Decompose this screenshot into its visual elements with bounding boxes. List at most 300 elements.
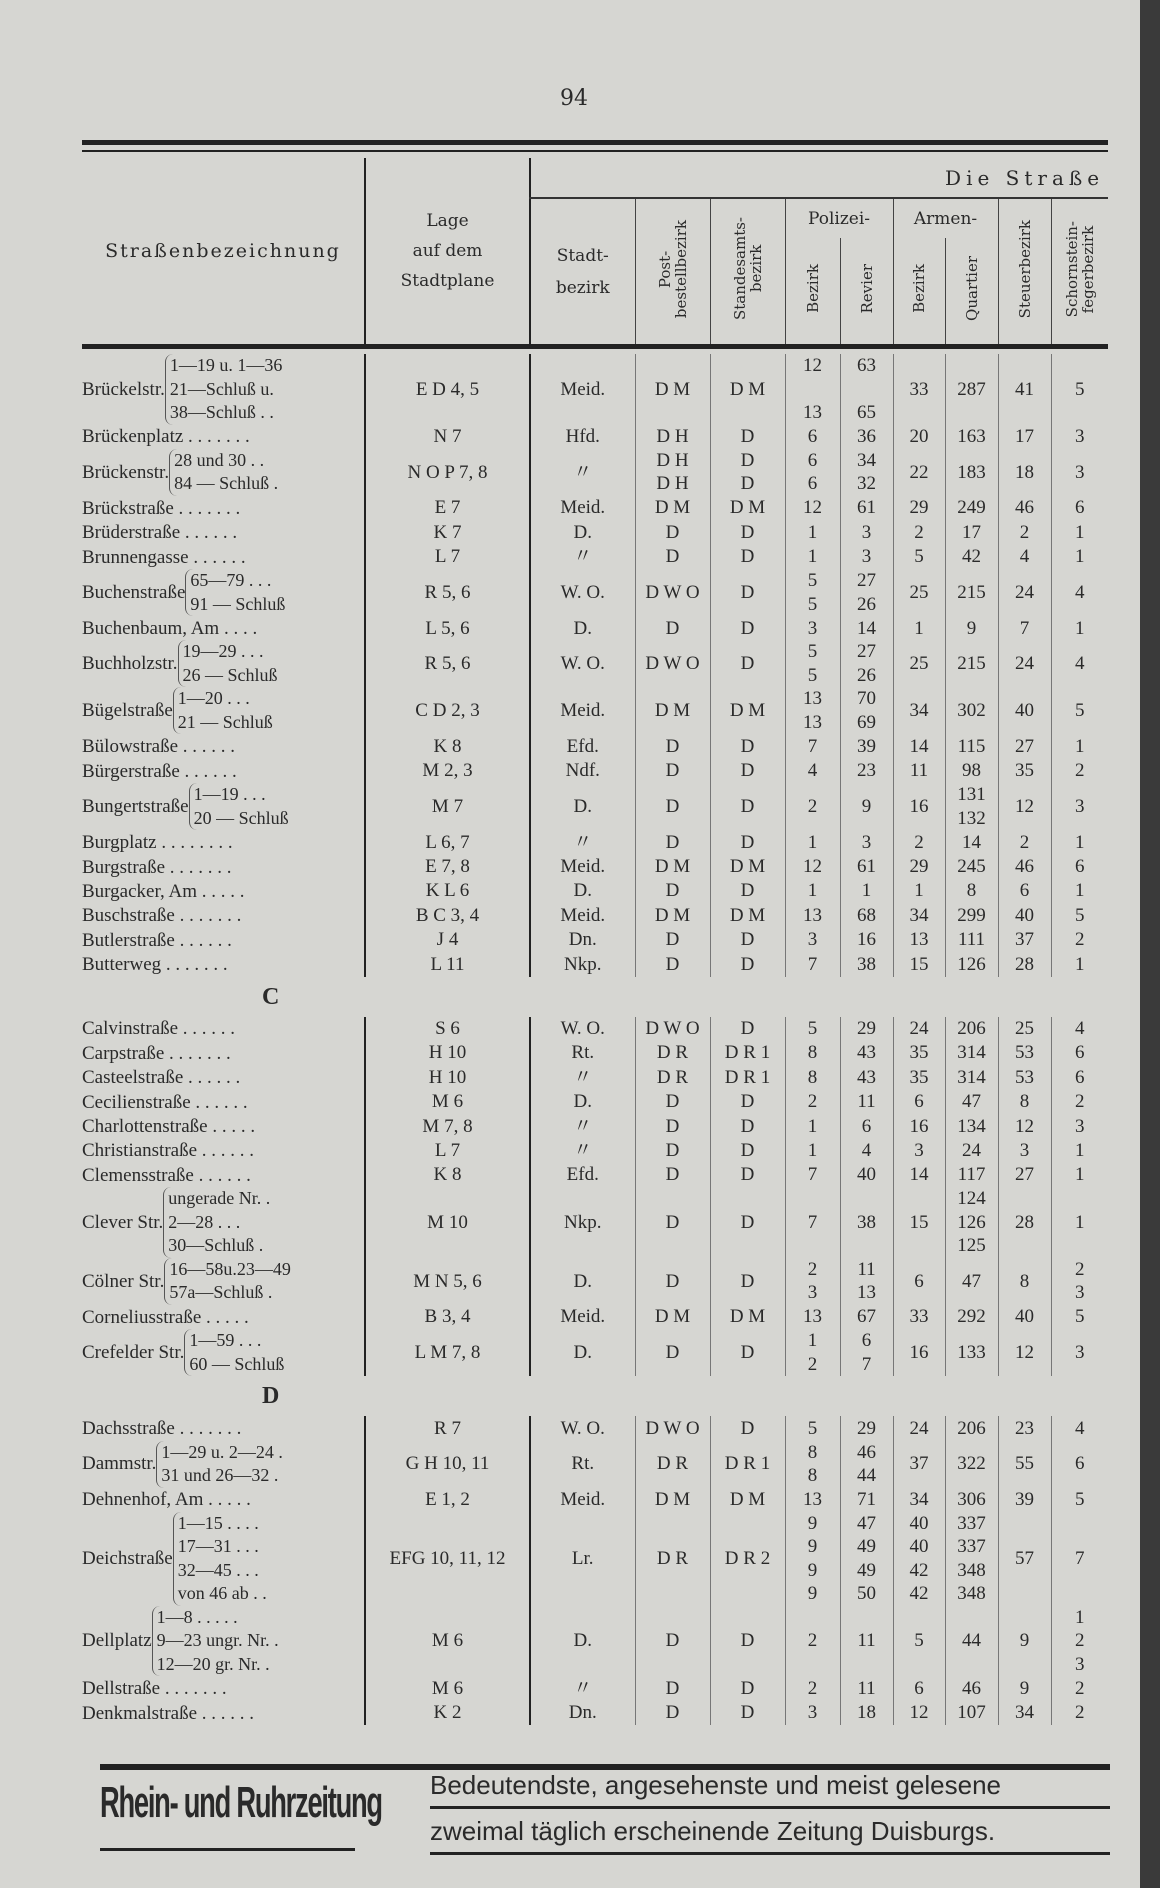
steuerbezirk-cell: 23 [998,1416,1051,1440]
standesamt-cell: D [710,425,785,449]
steuerbezirk-cell: 2 [998,520,1051,544]
section-header [82,977,1108,1017]
polizei-revier-cell: 29 [840,1416,893,1440]
stadtbezirk-cell: D. [530,879,635,903]
polizei-bezirk-cell: 6 [785,425,840,449]
postbezirk-cell: D [635,1163,710,1187]
table-row [82,449,1108,496]
street-name: Crefelder Str. [82,1341,185,1363]
armen-quartier-cell: 9 [945,616,998,640]
steuerbezirk-cell: 4 [998,545,1051,569]
stadtbezirk-cell: D. [530,1606,635,1677]
armen-quartier-cell: 124 126 125 [945,1187,998,1258]
polizei-bezirk-cell: 4 [785,759,840,783]
polizei-bezirk-cell: 3 [785,1701,840,1725]
col-steuerbezirk: Steuerbezirk [998,198,1051,344]
postbezirk-cell: D R [635,1441,710,1488]
steuerbezirk-cell: 12 [998,1329,1051,1376]
street-name-cell [82,830,365,854]
lage-cell: K 8 [365,734,530,758]
table-row [82,1090,1108,1114]
polizei-revier-cell: 38 [840,952,893,976]
armen-bezirk-cell: 34 [893,687,945,734]
armen-quartier-cell: 292 [945,1305,998,1329]
stadtbezirk-cell: D. [530,1090,635,1114]
table-row [82,1139,1108,1163]
street-name-cell [82,1163,365,1187]
polizei-bezirk-cell: 7 [785,1187,840,1258]
street-name-cell [82,569,365,616]
stadtbezirk-cell: W. O. [530,1416,635,1440]
steuerbezirk-cell: 6 [998,879,1051,903]
polizei-bezirk-cell: 2 [785,1090,840,1114]
schornsteinfeger-cell: 3 [1051,1114,1108,1138]
steuerbezirk-cell: 53 [998,1065,1051,1089]
steuerbezirk-cell: 40 [998,903,1051,927]
street-name-cell [82,640,365,687]
schornsteinfeger-cell: 5 [1051,1488,1108,1512]
house-number-range: 31 und 26—32 . [161,1465,279,1486]
armen-bezirk-cell: 14 [893,734,945,758]
polizei-revier-cell: 6 7 [840,1329,893,1376]
steuerbezirk-cell: 12 [998,1114,1051,1138]
house-number-range: 57a—Schluß . [169,1282,273,1303]
house-number-ranges [165,354,283,425]
standesamt-cell: D [710,928,785,952]
polizei-bezirk-cell: 6 6 [785,449,840,496]
lage-cell: H 10 [365,1041,530,1065]
standesamt-cell: D [710,1258,785,1305]
polizei-bezirk-cell: 2 [785,1676,840,1700]
street-name: Brückelstr. [82,378,165,400]
stadtbezirk-cell: Efd. [530,1163,635,1187]
lage-cell: L 7 [365,1139,530,1163]
house-number-range: 26 — Schluß [182,664,278,685]
postbezirk-cell: D [635,616,710,640]
house-number-range: 12—20 gr. Nr. . [156,1653,270,1674]
street-directory-table [82,158,1108,1725]
stadtbezirk-cell: 〃 [530,1114,635,1138]
page-number: 94 [560,86,588,111]
table-row [82,569,1108,616]
schornsteinfeger-cell: 1 [1051,734,1108,758]
col-polizei: Polizei- [785,198,893,238]
stadtbezirk-cell: Meid. [530,354,635,425]
schornsteinfeger-cell: 6 [1051,496,1108,520]
lage-cell: M 10 [365,1187,530,1258]
col-street-name: Straßenbezeichnung [105,240,341,262]
standesamt-cell: D [710,1416,785,1440]
armen-bezirk-cell: 40 40 42 42 [893,1512,945,1606]
street-name-cell [82,879,365,903]
armen-quartier-cell: 314 [945,1065,998,1089]
armen-quartier-cell: 126 [945,952,998,976]
armen-quartier-cell: 206 [945,1416,998,1440]
street-name-cell [82,903,365,927]
street-name: Clever Str. [82,1211,164,1233]
polizei-revier-cell: 11 [840,1090,893,1114]
postbezirk-cell: D [635,1606,710,1677]
house-number-range: 1—20 . . . [177,688,250,709]
postbezirk-cell: D R [635,1041,710,1065]
street-name: Charlottenstraße . . . . . [82,1116,256,1138]
house-number-range: von 46 ab . . [177,1583,267,1604]
schornsteinfeger-cell: 1 [1051,616,1108,640]
standesamt-cell: D [710,1114,785,1138]
lage-cell: N O P 7, 8 [365,449,530,496]
schornsteinfeger-cell: 2 [1051,1676,1108,1700]
stadtbezirk-cell: W. O. [530,640,635,687]
house-number-range: 1—19 u. 1—36 [169,355,283,375]
street-name: Burgacker, Am . . . . . [82,880,245,902]
top-rule [82,140,1108,145]
street-name: Dellplatz [82,1630,152,1652]
table-row [82,783,1108,830]
polizei-bezirk-cell: 5 [785,1017,840,1041]
standesamt-cell: D [710,1701,785,1725]
street-name-cell [82,616,365,640]
postbezirk-cell: D [635,952,710,976]
standesamt-cell: D [710,1606,785,1677]
standesamt-cell: D [710,879,785,903]
armen-quartier-cell: 107 [945,1701,998,1725]
stadtbezirk-cell: Meid. [530,1305,635,1329]
steuerbezirk-cell: 40 [998,1305,1051,1329]
lage-cell: L 6, 7 [365,830,530,854]
house-number-range: 30—Schluß . [168,1235,264,1256]
polizei-bezirk-cell: 13 13 [785,687,840,734]
table-row [82,1701,1108,1725]
street-name-cell [82,496,365,520]
lage-cell: K L 6 [365,879,530,903]
schornsteinfeger-cell: 1 [1051,520,1108,544]
stadtbezirk-cell: Rt. [530,1441,635,1488]
polizei-revier-cell: 3 [840,520,893,544]
polizei-revier-cell: 61 [840,855,893,879]
polizei-revier-cell: 46 44 [840,1441,893,1488]
house-number-range: 1—59 . . . [189,1330,262,1351]
street-name: Cecilienstraße . . . . . . [82,1091,248,1113]
lage-cell: K 8 [365,1163,530,1187]
standesamt-cell: D [710,616,785,640]
armen-bezirk-cell: 15 [893,1187,945,1258]
postbezirk-cell: D R [635,1065,710,1089]
postbezirk-cell: D R [635,1512,710,1606]
table-row [82,1488,1108,1512]
table-row [82,1441,1108,1488]
steuerbezirk-cell: 24 [998,569,1051,616]
lage-cell: M 6 [365,1606,530,1677]
steuerbezirk-cell: 3 [998,1139,1051,1163]
stadtbezirk-cell: Meid. [530,855,635,879]
postbezirk-cell: D M [635,496,710,520]
armen-quartier-cell: 42 [945,545,998,569]
street-name-cell [82,1488,365,1512]
col-armen-bezirk: Bezirk [893,238,945,344]
house-number-range: 38—Schluß . . [169,402,274,422]
house-number-range: 19—29 . . . [182,641,264,662]
stadtbezirk-cell: D. [530,783,635,830]
street-name-cell [82,449,365,496]
postbezirk-cell: D [635,928,710,952]
steuerbezirk-cell: 9 [998,1676,1051,1700]
armen-quartier-cell: 287 [945,354,998,425]
polizei-revier-cell: 6 [840,1114,893,1138]
armen-bezirk-cell: 25 [893,569,945,616]
polizei-revier-cell: 38 [840,1187,893,1258]
armen-bezirk-cell: 16 [893,1114,945,1138]
lage-cell: M 6 [365,1090,530,1114]
standesamt-cell: D [710,1017,785,1041]
table-row [82,879,1108,903]
polizei-revier-cell: 27 26 [840,569,893,616]
armen-quartier-cell: 249 [945,496,998,520]
armen-bezirk-cell: 1 [893,616,945,640]
armen-quartier-cell: 46 [945,1676,998,1700]
postbezirk-cell: D [635,1329,710,1376]
street-name-cell [82,1512,365,1606]
house-number-ranges [185,569,285,616]
standesamt-cell: D M [710,687,785,734]
armen-quartier-cell: 215 [945,640,998,687]
armen-bezirk-cell: 2 [893,830,945,854]
schornsteinfeger-cell: 2 3 [1051,1258,1108,1305]
street-name: Clemensstraße . . . . . . [82,1164,251,1186]
schornsteinfeger-cell: 4 [1051,1416,1108,1440]
schornsteinfeger-cell: 7 [1051,1512,1108,1606]
street-name-cell [82,952,365,976]
section-header [82,1376,1108,1416]
table-row [82,830,1108,854]
street-name: Deichstraße [82,1548,173,1570]
polizei-bezirk-cell: 1 [785,545,840,569]
polizei-bezirk-cell: 5 5 [785,640,840,687]
polizei-revier-cell: 36 [840,425,893,449]
house-number-range: 9—23 ungr. Nr. . [156,1630,279,1651]
standesamt-cell: D [710,545,785,569]
polizei-revier-cell: 1 [840,879,893,903]
polizei-bezirk-cell: 2 3 [785,1258,840,1305]
street-name: Cölner Str. [82,1270,165,1292]
steuerbezirk-cell: 39 [998,1488,1051,1512]
street-name-cell [82,354,365,425]
polizei-bezirk-cell: 7 [785,734,840,758]
table-row [82,1187,1108,1258]
table-row [82,903,1108,927]
armen-quartier-cell: 322 [945,1441,998,1488]
steuerbezirk-cell: 2 [998,830,1051,854]
table-row [82,1163,1108,1187]
table-row [82,734,1108,758]
table-row [82,1065,1108,1089]
armen-bezirk-cell: 3 [893,1139,945,1163]
table-row [82,1017,1108,1041]
table-row [82,1512,1108,1606]
lage-cell: N 7 [365,425,530,449]
col-armen-quartier: Quartier [945,238,998,344]
schornsteinfeger-cell: 6 [1051,855,1108,879]
armen-bezirk-cell: 6 [893,1676,945,1700]
schornsteinfeger-cell: 2 [1051,759,1108,783]
house-number-range: 1—19 . . . [193,784,266,805]
stadtbezirk-cell: D. [530,1258,635,1305]
standesamt-cell: D R 2 [710,1512,785,1606]
house-number-range: 84 — Schluß . [174,473,279,494]
lage-cell: R 7 [365,1416,530,1440]
ad-brand-rule [100,1848,355,1851]
steuerbezirk-cell: 37 [998,928,1051,952]
polizei-bezirk-cell: 8 8 [785,1441,840,1488]
lage-cell: B 3, 4 [365,1305,530,1329]
house-number-range: ungerade Nr. . [168,1188,271,1209]
schornsteinfeger-cell: 1 [1051,830,1108,854]
house-number-range: 60 — Schluß [189,1353,285,1374]
stadtbezirk-cell: Dn. [530,1701,635,1725]
steuerbezirk-cell: 35 [998,759,1051,783]
schornsteinfeger-cell: 5 [1051,903,1108,927]
col-armen: Armen- [893,198,998,238]
polizei-bezirk-cell: 3 [785,928,840,952]
standesamt-cell: D [710,783,785,830]
stadtbezirk-cell: Efd. [530,734,635,758]
table-row [82,1041,1108,1065]
standesamt-cell: D M [710,1305,785,1329]
schornsteinfeger-cell: 1 [1051,879,1108,903]
polizei-bezirk-cell: 5 5 [785,569,840,616]
polizei-revier-cell: 71 [840,1488,893,1512]
col-schornsteinfeger: Schornstein- fegerbezirk [1051,198,1108,344]
schornsteinfeger-cell: 3 [1051,1329,1108,1376]
house-number-range: 2—28 . . . [168,1211,241,1232]
table-row [82,1114,1108,1138]
schornsteinfeger-cell: 1 [1051,952,1108,976]
polizei-bezirk-cell: 13 [785,1305,840,1329]
house-number-ranges [152,1606,279,1677]
ad-line-1: Bedeutendste, angesehenste und meist gelesene [430,1770,1001,1800]
col-postbezirk: Post- bestellbezirk [635,198,710,344]
standesamt-cell: D M [710,855,785,879]
standesamt-cell: D R 1 [710,1065,785,1089]
lage-cell: E 7 [365,496,530,520]
lage-cell: L 7 [365,545,530,569]
street-name-cell [82,855,365,879]
section-letter: C [262,983,280,1010]
postbezirk-cell: D [635,1114,710,1138]
street-name: Christianstraße . . . . . . [82,1140,255,1162]
standesamt-cell: D M [710,1488,785,1512]
col-polizei-bezirk: Bezirk [785,238,840,344]
polizei-revier-cell: 34 32 [840,449,893,496]
schornsteinfeger-cell: 4 [1051,640,1108,687]
armen-bezirk-cell: 22 [893,449,945,496]
stadtbezirk-cell: 〃 [530,830,635,854]
armen-quartier-cell: 8 [945,879,998,903]
postbezirk-cell: D M [635,855,710,879]
schornsteinfeger-cell: 2 [1051,1090,1108,1114]
house-number-ranges [164,1258,291,1305]
polizei-revier-cell: 47 49 49 50 [840,1512,893,1606]
street-name: Buchenbaum, Am . . . . [82,617,258,639]
steuerbezirk-cell: 9 [998,1606,1051,1677]
schornsteinfeger-cell: 4 [1051,569,1108,616]
polizei-revier-cell: 4 [840,1139,893,1163]
street-name-cell [82,734,365,758]
stadtbezirk-cell: Dn. [530,928,635,952]
postbezirk-cell: D [635,1187,710,1258]
armen-bezirk-cell: 11 [893,759,945,783]
armen-bezirk-cell: 29 [893,496,945,520]
street-name-cell [82,1441,365,1488]
armen-bezirk-cell: 5 [893,545,945,569]
armen-bezirk-cell: 33 [893,354,945,425]
steuerbezirk-cell: 24 [998,640,1051,687]
street-name: Buchholzstr. [82,653,178,675]
postbezirk-cell: D [635,1258,710,1305]
polizei-bezirk-cell: 1 [785,879,840,903]
standesamt-cell: D [710,520,785,544]
lage-cell: EFG 10, 11, 12 [365,1512,530,1606]
street-name-cell [82,1065,365,1089]
house-number-ranges [189,783,289,830]
house-number-range: 16—58u.23—49 [169,1258,291,1279]
lage-cell: M N 5, 6 [365,1258,530,1305]
postbezirk-cell: D [635,830,710,854]
armen-quartier-cell: 111 [945,928,998,952]
house-number-ranges [173,1512,267,1606]
table-body [82,354,1108,1725]
armen-quartier-cell: 47 [945,1090,998,1114]
armen-bezirk-cell: 15 [893,952,945,976]
table-row [82,1676,1108,1700]
schornsteinfeger-cell: 3 [1051,449,1108,496]
stadtbezirk-cell: D. [530,1329,635,1376]
polizei-revier-cell: 40 [840,1163,893,1187]
polizei-revier-cell: 43 [840,1065,893,1089]
street-name-cell [82,1041,365,1065]
schornsteinfeger-cell: 6 [1051,1065,1108,1089]
steuerbezirk-cell: 53 [998,1041,1051,1065]
steuerbezirk-cell: 46 [998,496,1051,520]
armen-bezirk-cell: 1 [893,879,945,903]
polizei-revier-cell: 67 [840,1305,893,1329]
lage-cell: H 10 [365,1065,530,1089]
ad-line-2: zweimal täglich erscheinende Zeitung Duisburgs. [430,1816,996,1846]
postbezirk-cell: D [635,1139,710,1163]
polizei-bezirk-cell: 8 [785,1065,840,1089]
street-name-cell [82,1090,365,1114]
postbezirk-cell: D W O [635,1017,710,1041]
postbezirk-cell: D W O [635,569,710,616]
armen-quartier-cell: 299 [945,903,998,927]
house-number-range: 91 — Schluß [190,593,286,614]
street-name: Butlerstraße . . . . . . [82,929,232,951]
lage-cell: B C 3, 4 [365,903,530,927]
polizei-bezirk-cell: 1 [785,830,840,854]
street-name-cell [82,520,365,544]
street-name-cell [82,425,365,449]
polizei-revier-cell: 18 [840,1701,893,1725]
street-name-cell [82,687,365,734]
steuerbezirk-cell: 46 [998,855,1051,879]
armen-quartier-cell: 163 [945,425,998,449]
armen-bezirk-cell: 34 [893,1488,945,1512]
schornsteinfeger-cell: 5 [1051,1305,1108,1329]
armen-quartier-cell: 183 [945,449,998,496]
armen-bezirk-cell: 33 [893,1305,945,1329]
postbezirk-cell: D [635,759,710,783]
armen-bezirk-cell: 34 [893,903,945,927]
house-number-range: 1—8 . . . . . [156,1606,238,1627]
